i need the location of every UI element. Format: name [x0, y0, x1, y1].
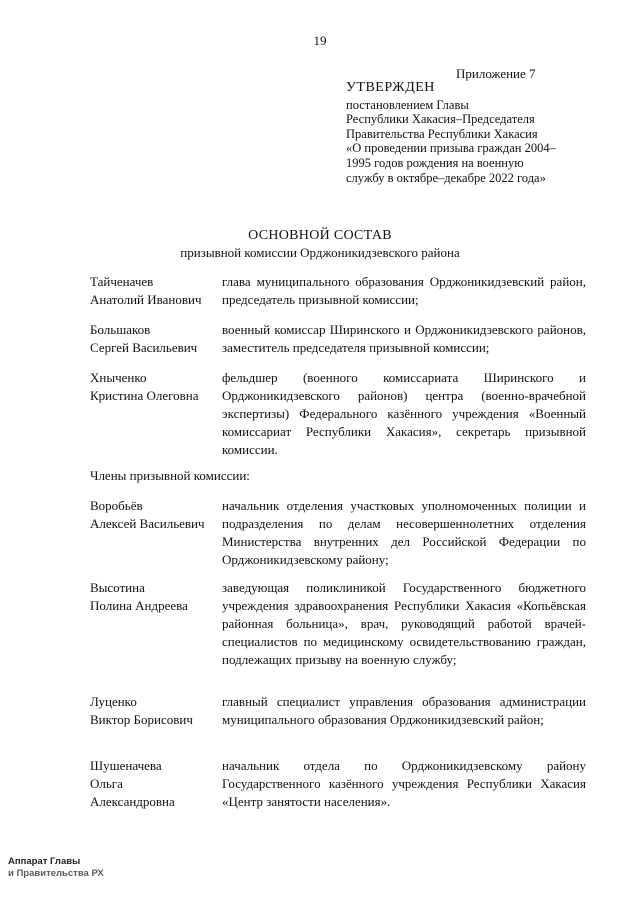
- commission-member: [90, 693, 586, 729]
- footer-line: Аппарат Главы: [8, 856, 81, 867]
- approved-heading: УТВЕРЖДЕН: [346, 80, 435, 95]
- member-role: военный комиссар Ширинского и Орджоникидзевского районов, заместитель председателя призывной комиссии;: [222, 322, 586, 355]
- member-name: Луценко Виктор Борисович: [90, 694, 193, 727]
- member-name: Высотина Полина Андреева: [90, 580, 188, 613]
- commission-member: [90, 757, 586, 811]
- member-role: заведующая поликлиникой Государственного бюджетного учреждения здравоохранения Республики Хакасия «Копьёвская районная больница», врач, руководящий работой врачей-специалистов по медицинскому освидетельствованию граждан, подлежащих призыву на военную службу;: [222, 580, 586, 667]
- member-role: фельдшер (военного комиссариата Ширинского и Орджоникидзевского районов) центра (военно-врачебной экспертизы) Федерального казённого учреждения «Военный комиссариат Республики Хакасия», секретарь призывной комиссии.: [222, 370, 586, 457]
- approval-line: Республики Хакасия–Председателя: [346, 112, 535, 127]
- approval-line: службу в октябре–декабре 2022 года»: [346, 170, 546, 185]
- approval-line: 1995 годов рождения на военную: [346, 155, 524, 170]
- commission-chair: [90, 273, 586, 309]
- approval-line: постановлением Главы: [346, 97, 469, 112]
- appendix-label: Приложение 7: [456, 66, 536, 81]
- member-role: начальник отдела по Орджоникидзевскому району Государственного казённого учреждения Республики Хакасия «Центр занятости населения».: [222, 758, 586, 809]
- commission-member: [90, 579, 586, 669]
- approval-line: Правительства Республики Хакасия: [346, 126, 538, 141]
- member-role: глава муниципального образования Орджоникидзевский район, председатель призывной комиссии;: [222, 274, 586, 307]
- member-name: Тайченачев Анатолий Иванович: [90, 274, 202, 307]
- document-title: ОСНОВНОЙ СОСТАВ: [248, 228, 392, 243]
- document-subtitle: призывной комиссии Орджоникидзевского района: [180, 245, 460, 260]
- approval-block: [346, 81, 556, 185]
- member-name: Хныченко Кристина Олеговна: [90, 370, 199, 403]
- page-number: 19: [313, 33, 327, 48]
- footer-stamp: [8, 856, 104, 880]
- commission-deputy-chair: [90, 321, 586, 357]
- member-role: главный специалист управления образования администрации муниципального образования Орджоникидзевский район;: [222, 694, 586, 727]
- footer-line: и Правительства РХ: [8, 868, 104, 879]
- member-name: Воробьёв Алексей Васильевич: [90, 498, 205, 531]
- commission-secretary: [90, 369, 586, 459]
- approval-line: «О проведении призыва граждан 2004–: [346, 141, 556, 156]
- members-heading: Члены призывной комиссии:: [90, 468, 250, 483]
- member-role: начальник отделения участковых уполномоченных полиции и подразделения по делам несовершеннолетних отделения Министерства внутренних дел Российской Федерации по Орджоникидзевскому району;: [222, 498, 586, 567]
- member-name: Большаков Сергей Васильевич: [90, 322, 198, 355]
- commission-member: [90, 497, 586, 569]
- member-name: Шушеначева Ольга Александровна: [90, 758, 175, 809]
